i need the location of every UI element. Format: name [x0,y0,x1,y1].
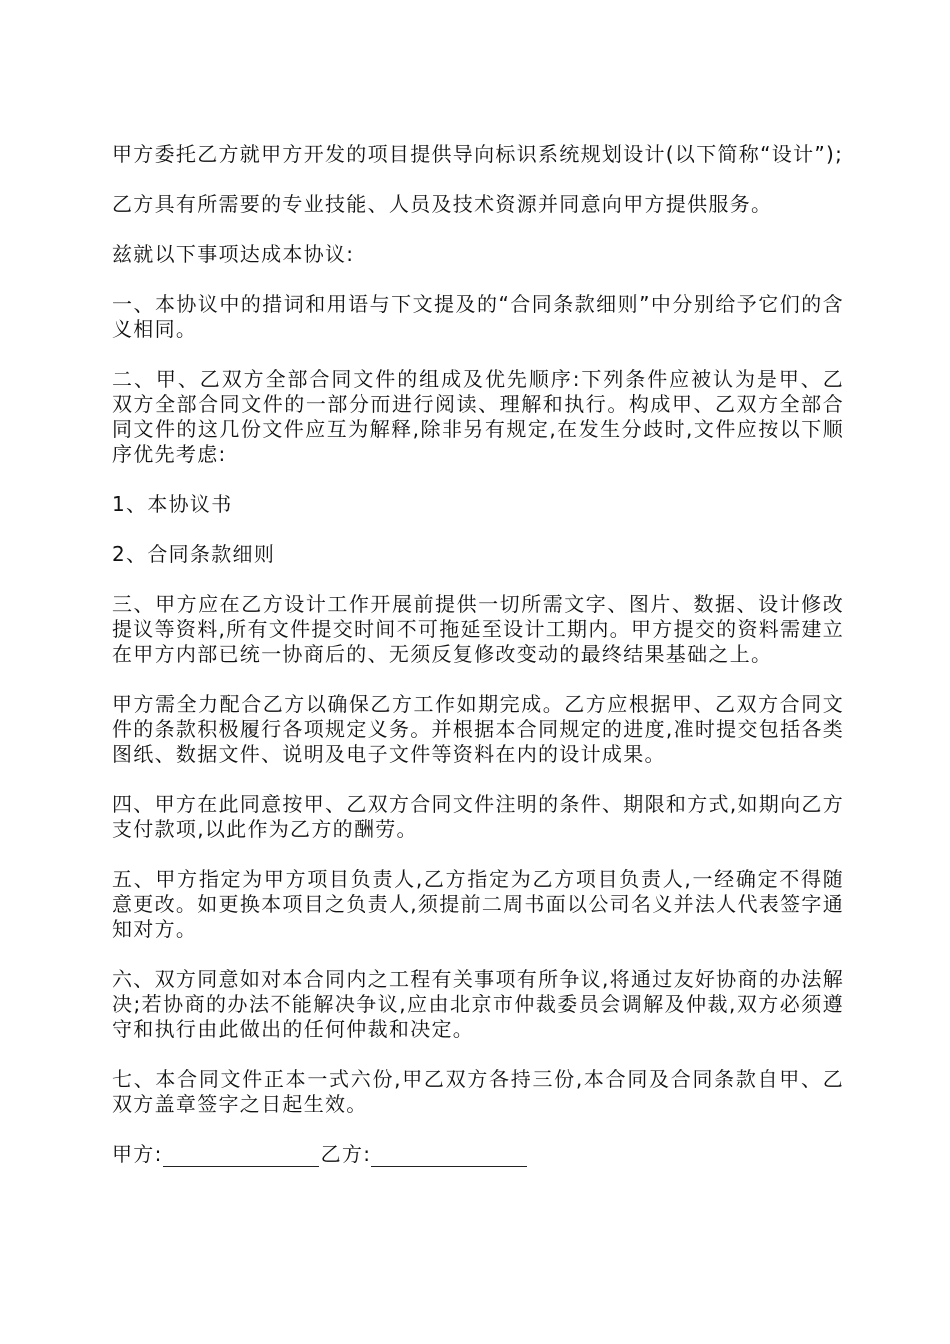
paragraph-clause-5: 五、甲方指定为甲方项目负责人,乙方指定为乙方项目负责人,一经确定不得随意更改。如更换本项目之负责人,须提前二周书面以公司名义并法人代表签字通知对方。 [112,867,844,941]
paragraph-clause-3-cooperation: 甲方需全力配合乙方以确保乙方工作如期完成。乙方应根据甲、乙双方合同文件的条款积极履行各项规定义务。并根据本合同规定的进度,准时提交包括各类图纸、数据文件、说明及电子文件等资料在内的设计成果。 [112,692,844,766]
paragraph-clause-6: 六、双方同意如对本合同内之工程有关事项有所争议,将通过友好协商的办法解决;若协商的办法不能解决争议,应由北京市仲裁委员会调解及仲裁,双方必须遵守和执行由此做出的任何仲裁和决定。 [112,967,844,1041]
paragraph-clause-7: 七、本合同文件正本一式六份,甲乙双方各持三份,本合同及合同条款自甲、乙双方盖章签字之日起生效。 [112,1067,844,1116]
paragraph-agreement-lead: 兹就以下事项达成本协议: [112,242,355,266]
paragraph-clause-1: 一、本协议中的措词和用语与下文提及的“合同条款细则”中分别给予它们的含义相同。 [112,292,844,341]
signature-row [112,1142,844,1167]
party-b-signature-line [371,1148,527,1167]
party-a-signature-line [163,1148,319,1167]
party-b-label: 乙方: [320,1142,372,1166]
list-item-agreement: 1、本协议书 [112,492,233,516]
party-a-label: 甲方: [112,1142,163,1166]
paragraph-clause-3: 三、甲方应在乙方设计工作开展前提供一切所需文字、图片、数据、设计修改提议等资料,所有文件提交时间不可拖延至设计工期内。甲方提交的资料需建立在甲方内部已统一协商后的、无须反复修改变动的最终结果基础之上。 [112,592,844,666]
paragraph-clause-4: 四、甲方在此同意按甲、乙双方合同文件注明的条件、期限和方式,如期向乙方支付款项,以此作为乙方的酬劳。 [112,792,844,841]
paragraph-clause-2: 二、甲、乙双方全部合同文件的组成及优先顺序:下列条件应被认为是甲、乙双方全部合同文件的一部分而进行阅读、理解和执行。构成甲、乙双方全部合同文件的这几份文件应互为解释,除非另有规定,在发生分歧时,文件应按以下顺序优先考虑: [112,367,844,466]
document-body [112,142,844,1167]
paragraph-intro-entrust: 甲方委托乙方就甲方开发的项目提供导向标识系统规划设计(以下简称“设计”); [112,142,844,166]
paragraph-intro-capability: 乙方具有所需要的专业技能、人员及技术资源并同意向甲方提供服务。 [112,192,773,216]
list-item-terms: 2、合同条款细则 [112,542,276,566]
